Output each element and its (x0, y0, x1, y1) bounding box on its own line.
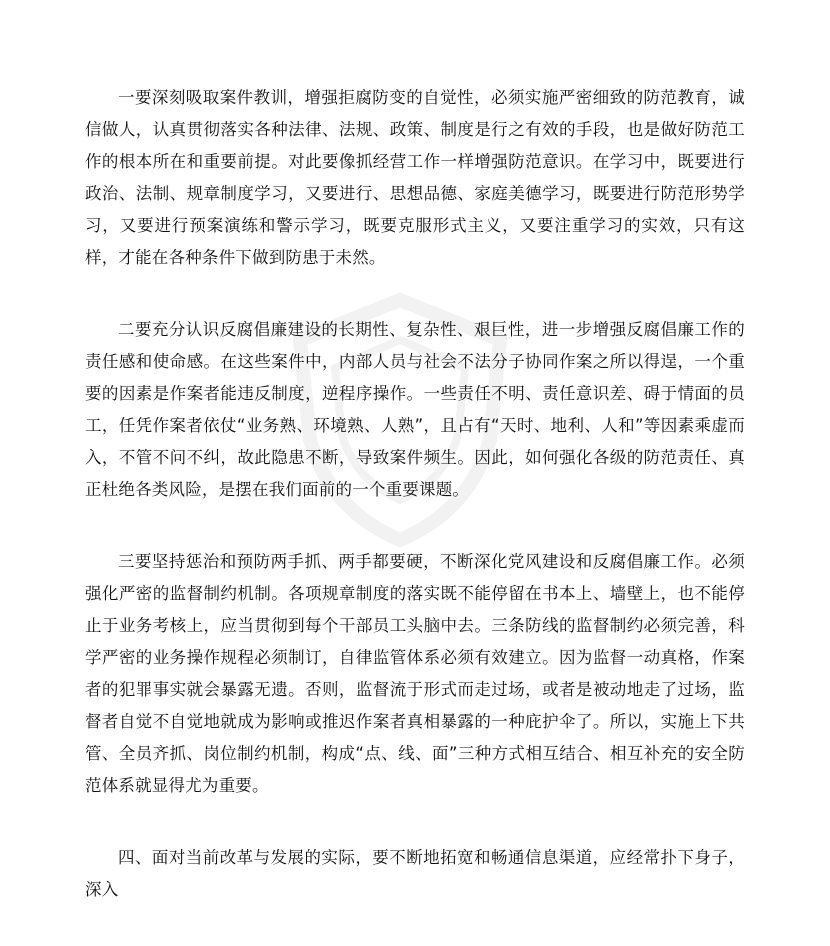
paragraph-2: 二要充分认识反腐倡廉建设的长期性、复杂性、艰巨性，进一步增强反腐倡廉工作的责任感和使命感。在这些案件中，内部人员与社会不法分子协同作案之所以得逞，一个重要的因素是作案者能违反制度，逆程序操作。一些责任不明、责任意识差、碍于情面的员工，任凭作案者依仗“业务熟、环境熟、人熟”，且占有“天时、地利、人和”等因素乘虚而入，不管不问不纠，故此隐患不断，导致案件频生。因此，如何强化各级的防范责任、真正杜绝各类风险，是摆在我们面前的一个重要课题。 (85, 320, 745, 499)
paragraph-1: 一要深刻吸取案件教训，增强拒腐防变的自觉性，必须实施严密细致的防范教育，诚信做人，认真贯彻落实各种法律、法规、政策、制度是行之有效的手段，也是做好防范工作的根本所在和重要前提。对此要像抓经营工作一样增强防范意识。在学习中，既要进行政治、法制、规章制度学习，又要进行、思想品德、家庭美德学习，既要进行防范形势学习，又要进行预案演练和警示学习，既要克服形式主义，又要注重学习的实效，只有这样，才能在各种条件下做到防患于未然。 (85, 88, 745, 267)
paragraph-4: 四、面对当前改革与发展的实际，要不断地拓宽和畅通信息渠道，应经常扑下身子，深入 (85, 848, 745, 899)
paragraph-3: 三要坚持惩治和预防两手抓、两手都要硬，不断深化党风建设和反腐倡廉工作。必须强化严密的监督制约机制。各项规章制度的落实既不能停留在书本上、墙壁上，也不能停止于业务考核上，应当贯彻到每个干部员工头脑中去。三条防线的监督制约必须完善，科学严密的业务操作规程必须制订，自律监管体系必须有效建立。因为监督一动真格，作案者的犯罪事实就会暴露无遗。否则，监督流于形式而走过场，或者是被动地走了过场，监督者自觉不自觉地就成为影响或推迟作案者真相暴露的一种庇护伞了。所以，实施上下共管、全员齐抓、岗位制约机制，构成“点、线、面”三种方式相互结合、相互补充的安全防范体系就显得尤为重要。 (85, 552, 745, 795)
document-body (85, 82, 745, 946)
